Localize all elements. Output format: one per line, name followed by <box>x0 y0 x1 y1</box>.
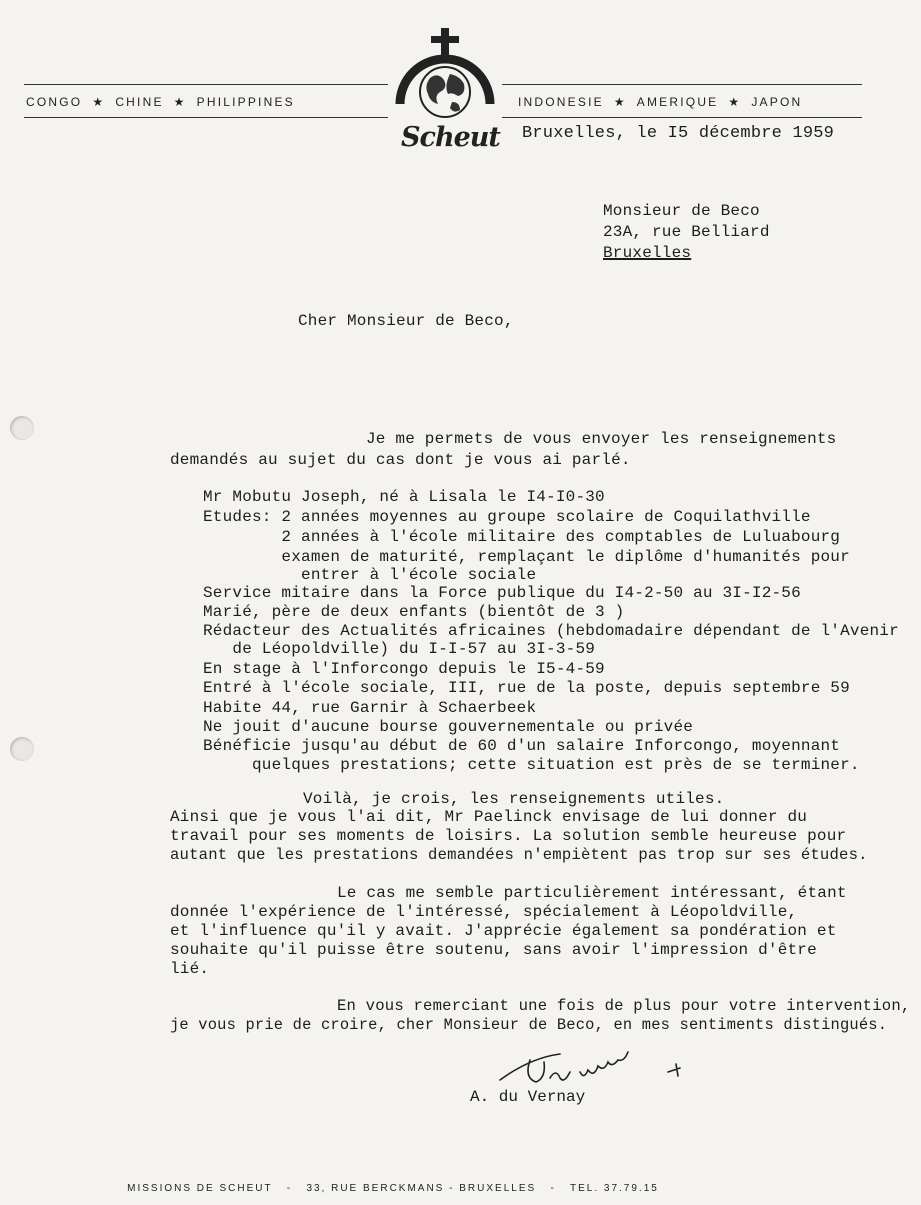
punch-hole-bottom <box>10 737 34 761</box>
detail-line: Entré à l'école sociale, III, rue de la poste, depuis septembre 59 <box>203 679 850 697</box>
detail-line: Etudes: 2 années moyennes au groupe scolaire de Coquilathville <box>203 508 811 526</box>
detail-line: Marié, père de deux enfants (bientôt de 3 ) <box>203 603 625 621</box>
detail-line: Ne jouit d'aucune bourse gouvernementale ou privée <box>203 718 694 736</box>
star-icon: ★ <box>92 95 106 109</box>
star-icon: ★ <box>728 95 742 109</box>
paragraph3-line: souhaite qu'il puisse être soutenu, sans avoir l'impression d'être <box>170 941 817 959</box>
paragraph3-line: lié. <box>170 960 210 978</box>
punch-hole-top <box>10 416 34 440</box>
signatory-name: A. du Vernay <box>470 1088 586 1106</box>
letterhead-missions-left <box>26 95 295 109</box>
paragraph3-line: donnée l'expérience de l'intéressé, spécialement à Léopoldville, <box>170 903 798 921</box>
cross-globe-icon <box>390 26 500 126</box>
footer <box>108 1172 659 1205</box>
detail-line: quelques prestations; cette situation est près de se terminer. <box>203 756 860 774</box>
detail-line: 2 années à l'école militaire des comptables de Luluabourg <box>203 528 841 546</box>
footer-address: 33, RUE BERCKMANS - BRUXELLES <box>306 1183 537 1194</box>
star-icon: ★ <box>173 95 187 109</box>
star-icon: ★ <box>613 95 627 109</box>
letterhead-rule-left-bottom <box>24 117 388 118</box>
letterhead-rule-left-top <box>24 84 388 85</box>
paragraph2-line: travail pour ses moments de loisirs. La solution semble heureuse pour <box>170 827 847 845</box>
scheut-logo-text: Scheut <box>401 122 500 153</box>
letterhead-rule-right-bottom <box>502 117 862 118</box>
recipient-street: 23A, rue Belliard <box>603 223 770 241</box>
detail-line: examen de maturité, remplaçant le diplôme d'humanités pour <box>203 548 850 566</box>
letterhead-rule-right-top <box>502 84 862 85</box>
paragraph2-line: Ainsi que je vous l'ai dit, Mr Paelinck envisage de lui donner du <box>170 808 808 826</box>
recipient-city: Bruxelles <box>603 244 692 262</box>
detail-line: En stage à l'Inforcongo depuis le I5-4-59 <box>203 660 605 678</box>
closing-line: je vous prie de croire, cher Monsieur de Beco, en mes sentiments distingués. <box>170 1016 888 1034</box>
scheut-logo <box>390 26 500 126</box>
letterhead-missions-right <box>518 95 802 109</box>
paragraph2-line: autant que les prestations demandées n'empiètent pas trop sur ses études. <box>170 846 868 864</box>
mission-japon: JAPON <box>751 95 803 109</box>
intro-line-1: Je me permets de vous envoyer les renseignements <box>366 430 837 448</box>
footer-org: MISSIONS DE SCHEUT <box>127 1183 273 1194</box>
paragraph2-line: Voilà, je crois, les renseignements utiles. <box>303 790 725 808</box>
detail-line: Mr Mobutu Joseph, né à Lisala le I4-I0-30 <box>203 488 605 506</box>
detail-line: Rédacteur des Actualités africaines (hebdomadaire dépendant de l'Avenir <box>203 622 899 640</box>
detail-line: Habite 44, rue Garnir à Schaerbeek <box>203 699 537 717</box>
mission-indonesie: INDONESIE <box>518 95 604 109</box>
mission-congo: CONGO <box>26 95 83 109</box>
mission-chine: CHINE <box>115 95 164 109</box>
detail-line: Bénéficie jusqu'au début de 60 d'un salaire Inforcongo, moyennant <box>203 737 841 755</box>
intro-line-2: demandés au sujet du cas dont je vous ai parlé. <box>170 451 631 469</box>
mission-amerique: AMERIQUE <box>636 95 719 109</box>
detail-line: Service mitaire dans la Force publique du I4-2-50 au 3I-I2-56 <box>203 584 801 602</box>
detail-line: entrer à l'école sociale <box>203 566 537 584</box>
mission-philippines: PHILIPPINES <box>196 95 295 109</box>
salutation: Cher Monsieur de Beco, <box>298 312 514 330</box>
footer-phone: TEL. 37.79.15 <box>570 1183 659 1194</box>
date-line: Bruxelles, le I5 décembre 1959 <box>522 124 835 143</box>
footer-sep: - <box>286 1183 293 1194</box>
detail-line: de Léopoldville) du I-I-57 au 3I-3-59 <box>203 640 596 658</box>
footer-sep: - <box>550 1183 556 1194</box>
closing-line: En vous remerciant une fois de plus pour votre intervention, <box>337 997 911 1015</box>
paragraph3-line: Le cas me semble particulièrement intéressant, étant <box>337 884 847 902</box>
paragraph3-line: et l'influence qu'il y avait. J'apprécie également sa pondération et <box>170 922 837 940</box>
recipient-name: Monsieur de Beco <box>603 202 760 220</box>
